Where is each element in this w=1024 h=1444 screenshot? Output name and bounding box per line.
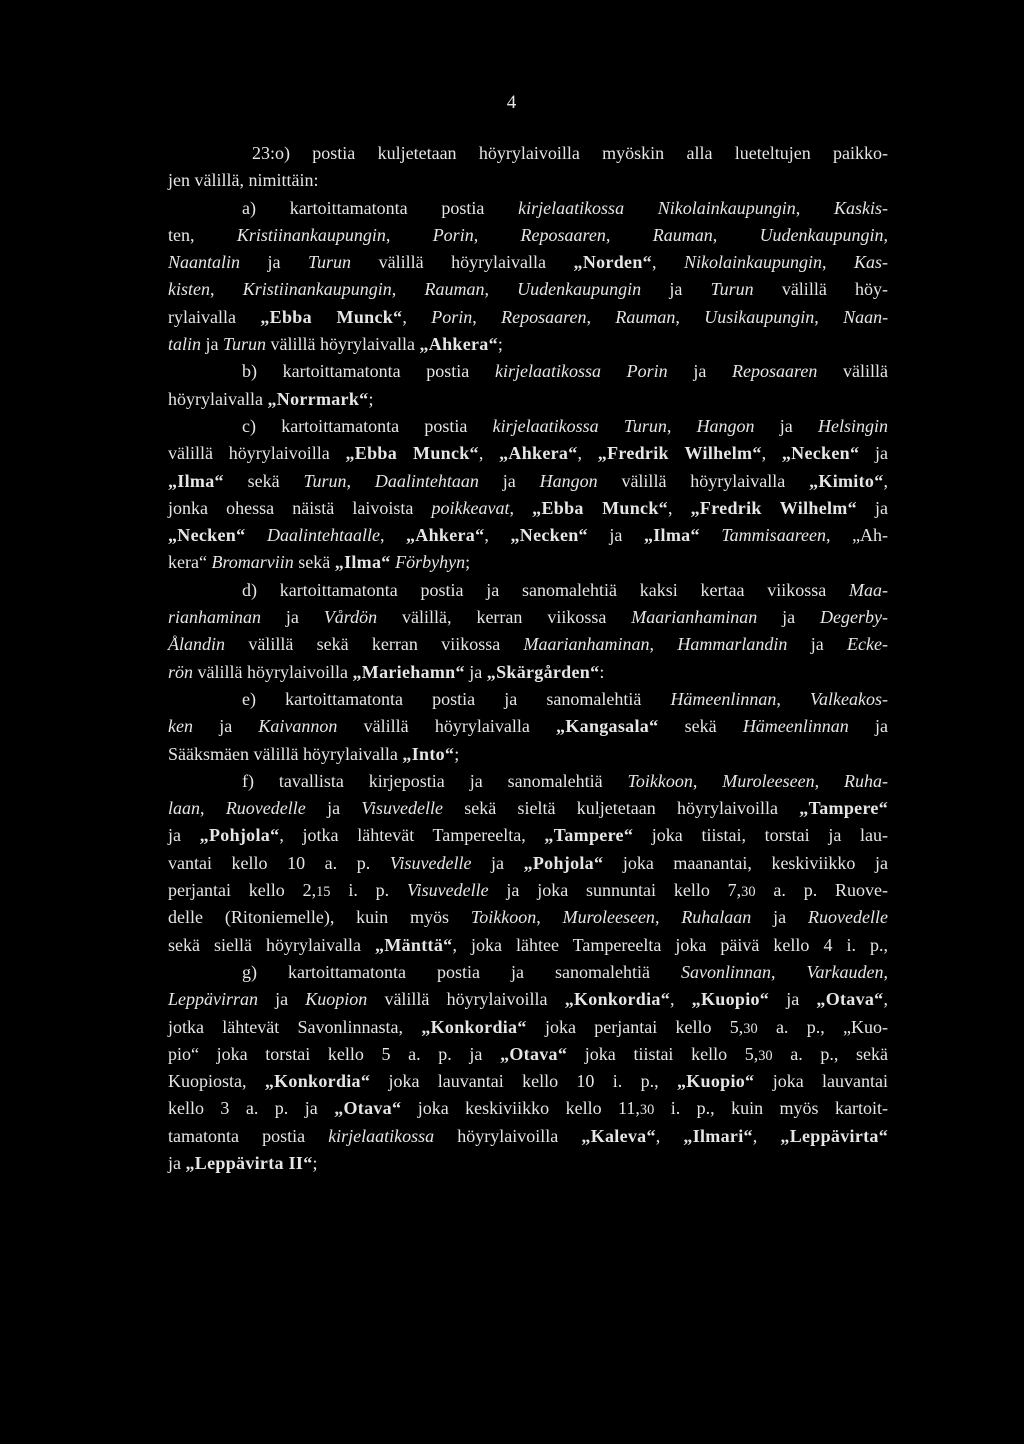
body-text [168, 140, 888, 1177]
text-line: talin ja Turun välillä höyrylaivalla „Ahkera“; [168, 334, 503, 355]
text-line: 23:o) postia kuljetetaan höyrylaivoilla myöskin alla lueteltujen paikko- [252, 143, 888, 163]
text-line: c) kartoittamatonta postia kirjelaatikossa Turun, Hangon ja Helsingin [242, 415, 888, 436]
text-line: ja „Pohjola“, jotka lähtevät Tampereelta, „Tampere“ joka tiistai, torstai ja lau- [168, 825, 888, 846]
text-line: jen välillä, nimittäin: [168, 170, 319, 191]
text-line: kera“ Bromarviin sekä „Ilma“ Förbyhyn; [168, 552, 471, 573]
text-line: tamatonta postia kirjelaatikossa höyrylaivoilla „Kaleva“, „Ilmari“, „Leppävirta“ [168, 1125, 889, 1146]
text-line: ken ja Kaivannon välillä höyrylaivalla „Kangasala“ sekä Hämeenlinnan ja [168, 716, 889, 737]
text-line: Naantalin ja Turun välillä höyrylaivalla „Norden“, Nikolainkaupungin, Kas- [168, 252, 888, 273]
text-line: Leppävirran ja Kuopion välillä höyrylaivoilla „Konkordia“, „Kuopio“ ja „Otava“, [168, 989, 888, 1010]
text-line: ja „Leppävirta II“; [168, 1152, 318, 1173]
text-line: laan, Ruovedelle ja Visuvedelle sekä sieltä kuljetetaan höyrylaivoilla „Tampere“ [168, 798, 888, 819]
page-number: 4 [506, 92, 518, 113]
text-line: f) tavallista kirjepostia ja sanomalehtiä Toikkoon, Muroleeseen, Ruha- [242, 770, 888, 791]
text-line: jonka ohessa näistä laivoista poikkeavat, „Ebba Munck“, „Fredrik Wilhelm“ ja [168, 497, 889, 518]
text-line: kisten, Kristiinankaupungin, Rauman, Uudenkaupungin ja Turun välillä höy- [168, 279, 889, 300]
text-line: g) kartoittamatonta postia ja sanomalehtiä Savonlinnan, Varkauden, [242, 961, 889, 982]
text-line: pio“ joka torstai kello 5 a. p. ja „Otava“ joka tiistai kello 5,30 a. p., sekä [168, 1043, 888, 1064]
text-line: rön välillä höyrylaivoilla „Mariehamn“ ja „Skärgården“: [168, 661, 605, 682]
text-line: „Necken“ Daalintehtaalle, „Ahkera“, „Necken“ ja „Ilma“ Tammisaareen, „Ah- [168, 525, 889, 546]
text-line: Ålandin välillä sekä kerran viikossa Maarianhaminan, Hammarlandin ja Ecke- [168, 634, 888, 655]
text-line: d) kartoittamatonta postia ja sanomalehtiä kaksi kertaa viikossa Maa- [242, 579, 888, 600]
text-line: Kuopiosta, „Konkordia“ joka lauvantai kello 10 i. p., „Kuopio“ joka lauvantai [168, 1071, 888, 1092]
text-line: a) kartoittamatonta postia kirjelaatikossa Nikolainkaupungin, Kaskis- [242, 197, 889, 218]
text-line: jotka lähtevät Savonlinnasta, „Konkordia“ joka perjantai kello 5,30 a. p., „Kuo- [168, 1016, 888, 1037]
text-line: sekä siellä höyrylaivalla „Mänttä“, joka lähtee Tampereelta joka päivä kello 4 i. p., [168, 934, 889, 955]
text-line: e) kartoittamatonta postia ja sanomalehtiä Hämeenlinnan, Valkeakos- [242, 688, 888, 709]
text-line: b) kartoittamatonta postia kirjelaatikossa Porin ja Reposaaren välillä [242, 361, 889, 382]
text-line: vantai kello 10 a. p. Visuvedelle ja „Pohjola“ joka maanantai, keskiviikko ja [168, 852, 888, 873]
text-line: „Ilma“ sekä Turun, Daalintehtaan ja Hangon välillä höyrylaivalla „Kimito“, [168, 470, 889, 491]
text-line: perjantai kello 2,15 i. p. Visuvedelle ja joka sunnuntai kello 7,30 a. p. Ruove- [168, 880, 889, 901]
text-line: ten, Kristiinankaupungin, Porin, Reposaaren, Rauman, Uudenkaupungin, [168, 224, 889, 245]
text-line: rylaivalla „Ebba Munck“, Porin, Reposaaren, Rauman, Uusikaupungin, Naan- [168, 306, 889, 327]
text-line: delle (Ritoniemelle), kuin myös Toikkoon, Muroleeseen, Ruhalaan ja Ruovedelle [168, 907, 889, 928]
text-line: rianhaminan ja Vårdön välillä, kerran viikossa Maarianhaminan ja Degerby- [168, 607, 888, 628]
text-line: Sääksmäen välillä höyrylaivalla „Into“; [168, 743, 460, 764]
text-line: kello 3 a. p. ja „Otava“ joka keskiviikko kello 11,30 i. p., kuin myös kartoit- [168, 1098, 888, 1119]
text-line: välillä höyrylaivoilla „Ebba Munck“, „Ahkera“, „Fredrik Wilhelm“, „Necken“ ja [168, 443, 889, 464]
text-line: höyrylaivalla „Norrmark“; [168, 388, 374, 409]
